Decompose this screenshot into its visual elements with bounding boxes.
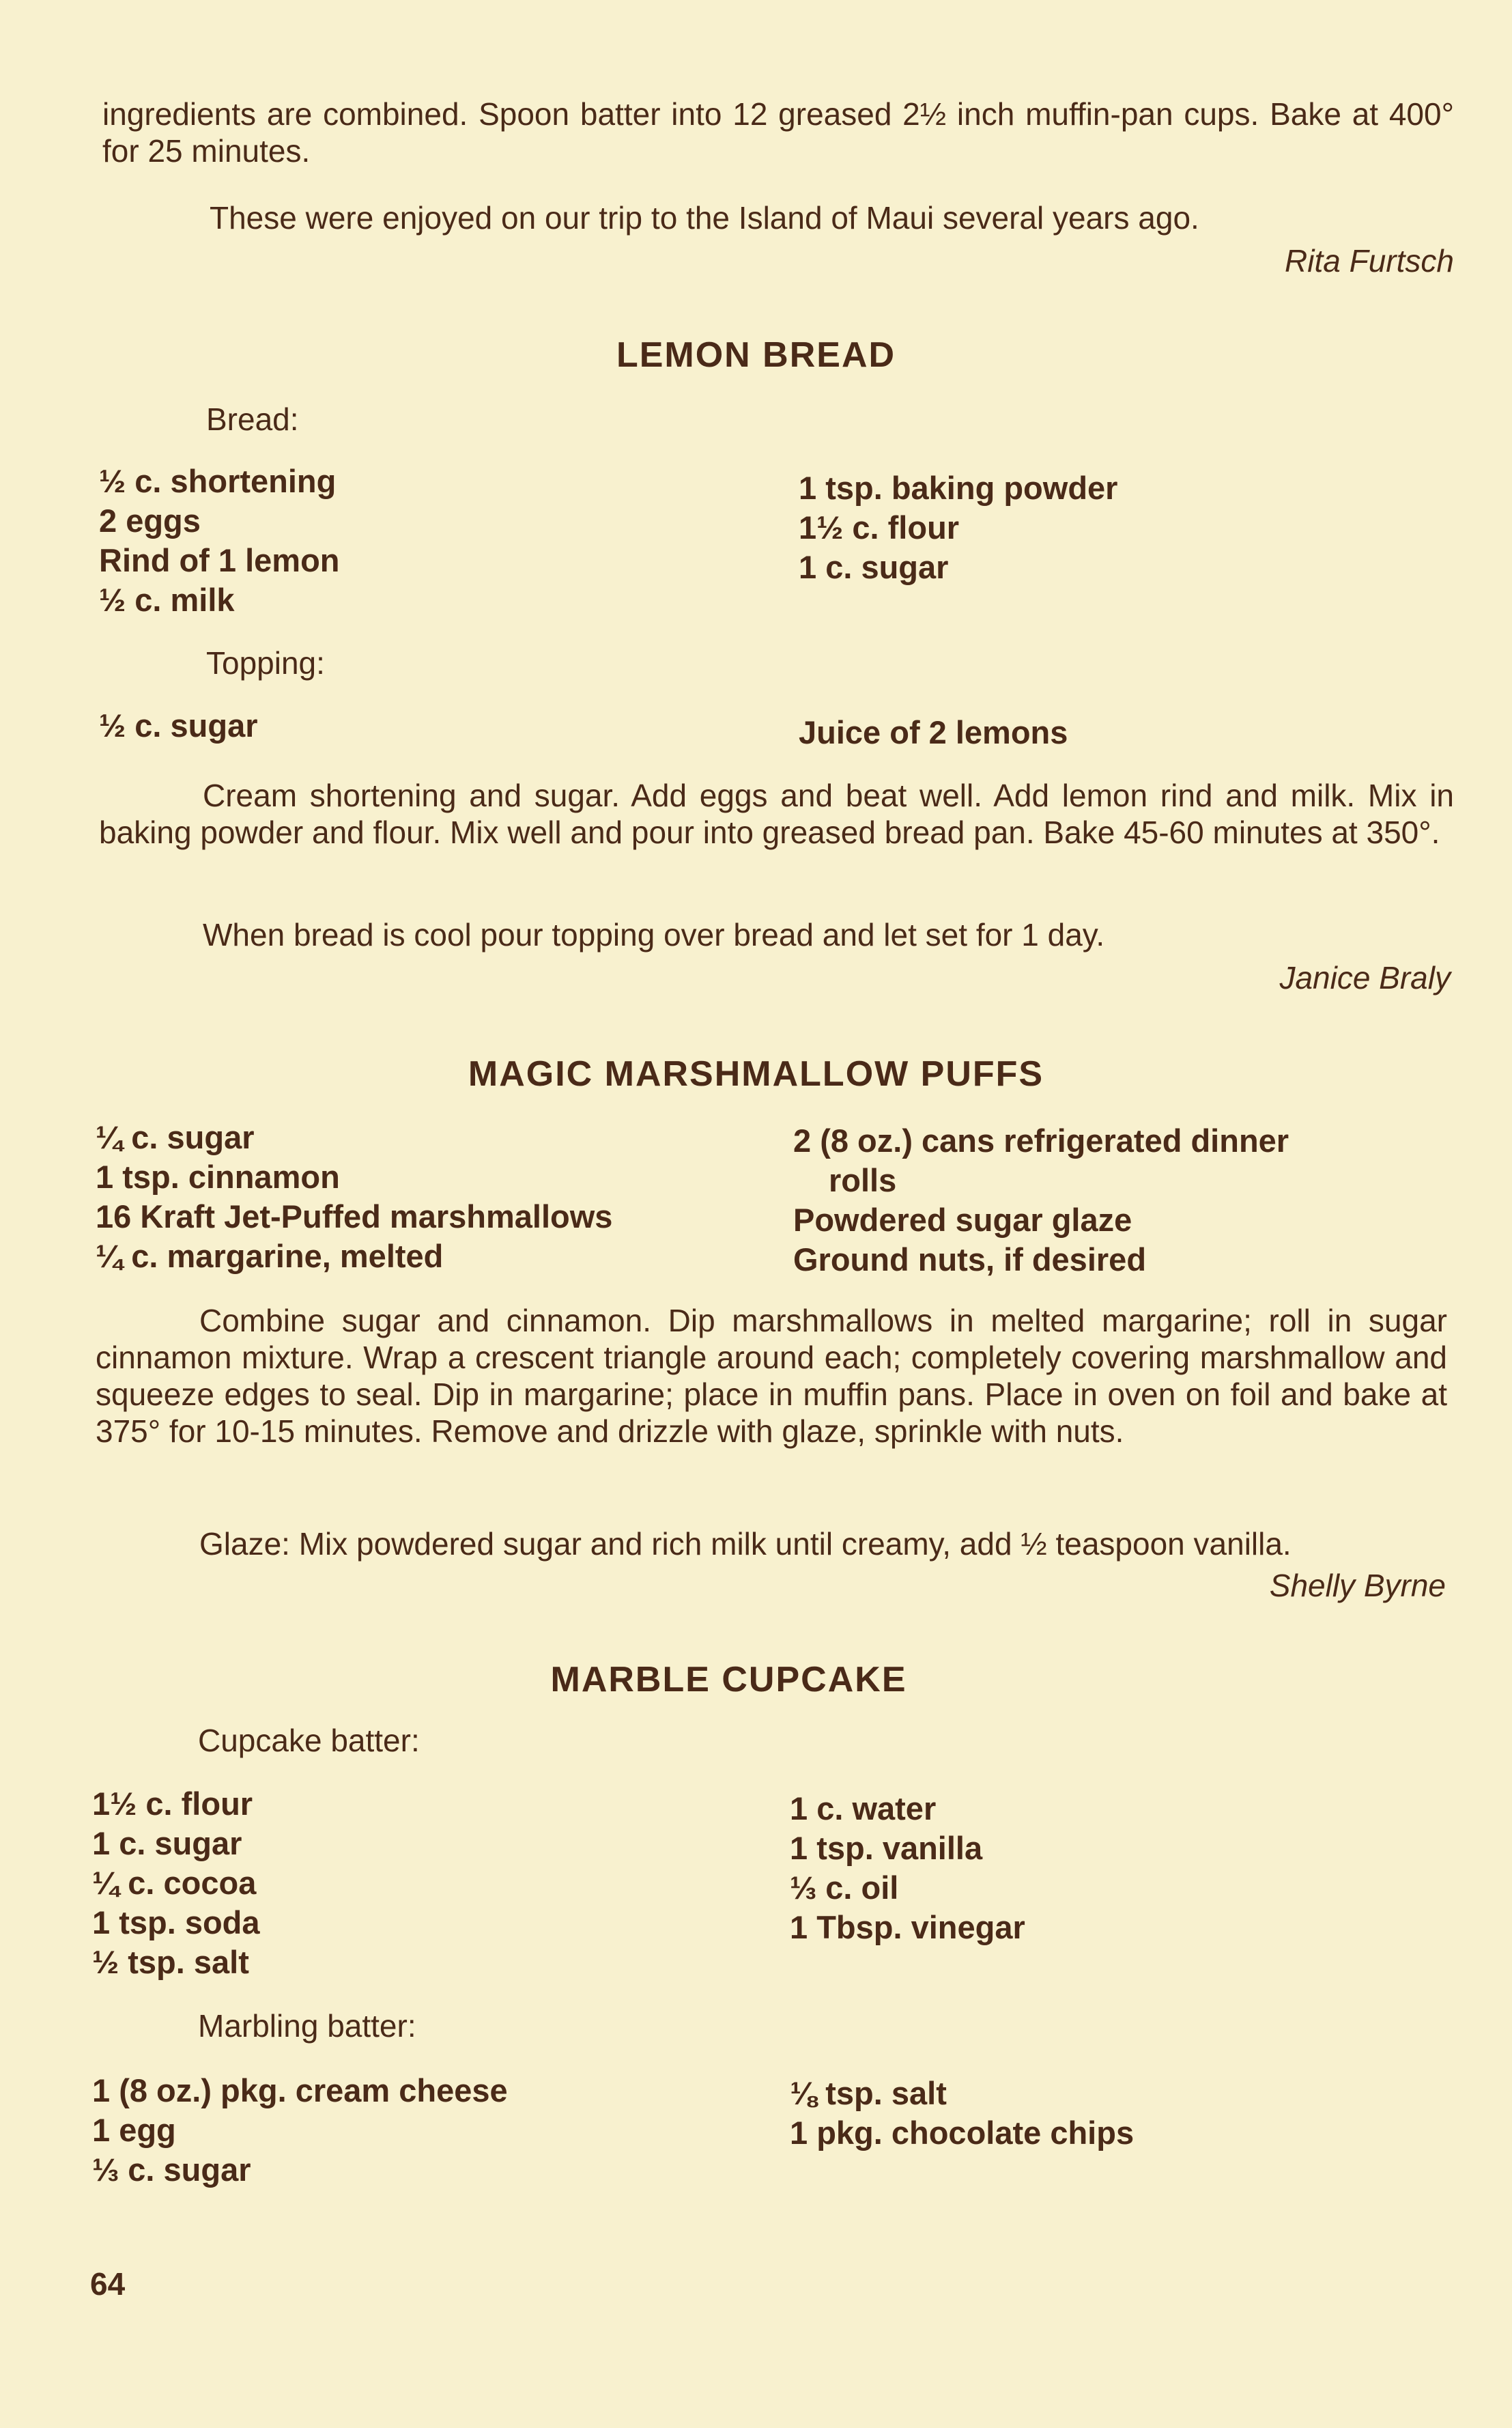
ingredient-list-right <box>790 2074 1134 2153</box>
ingredient: 1 Tbsp. vinegar <box>790 1909 1025 1945</box>
ingredient-continuation: rolls <box>829 1162 897 1198</box>
ingredient: ¼ c. margarine, melted <box>96 1238 444 1274</box>
ingredient: 1 egg <box>92 2112 176 2148</box>
ingredient: Ground nuts, if desired <box>793 1241 1147 1277</box>
ingredient: 1 tsp. vanilla <box>790 1830 983 1866</box>
ingredient: 1 c. sugar <box>799 549 949 585</box>
ingredient-list-left <box>92 2071 508 2190</box>
ingredient: ⅓ c. oil <box>790 1869 899 1906</box>
instructions: Cream shortening and sugar. Add eggs and beat well. Add lemon rind and milk. Mix in baking powder and flour. Mix well and pour into greased bread pan. Bake 45-60 minutes at 350°. <box>99 778 1454 850</box>
ingredient: 1 c. water <box>790 1790 937 1826</box>
recipe-note: When bread is cool pour topping over bread and let set for 1 day. <box>203 917 1105 952</box>
ingredient: ⅓ c. sugar <box>92 2151 251 2188</box>
recipe-title: MAGIC MARSHMALLOW PUFFS <box>468 1054 1044 1094</box>
ingredient: 1 c. sugar <box>92 1825 242 1861</box>
glaze-note: Glaze: Mix powdered sugar and rich milk until creamy, add ½ teaspoon vanilla. <box>199 1526 1292 1562</box>
ingredient-list-left <box>96 1118 612 1276</box>
ingredient: 1 tsp. soda <box>92 1904 260 1940</box>
recipe-title: LEMON BREAD <box>616 335 896 375</box>
ingredient: ½ c. milk <box>99 582 235 618</box>
section-label: Cupcake batter: <box>198 1723 420 1758</box>
ingredient-list-right <box>790 1789 1025 1947</box>
ingredient: 2 (8 oz.) cans refrigerated dinner <box>793 1123 1289 1159</box>
ingredient-list-left <box>99 462 340 620</box>
ingredient: 1½ c. flour <box>799 509 960 546</box>
ingredient: ½ tsp. salt <box>92 1944 249 1980</box>
ingredient: Juice of 2 lemons <box>799 714 1068 750</box>
intro-note: These were enjoyed on our trip to the Island of Maui several years ago. <box>210 200 1199 236</box>
ingredient: 16 Kraft Jet-Puffed marshmallows <box>96 1198 613 1234</box>
page-number: 64 <box>90 2266 126 2302</box>
signature: Janice Braly <box>1279 960 1451 996</box>
recipe-title: MARBLE CUPCAKE <box>550 1660 907 1699</box>
ingredient: 1 pkg. chocolate chips <box>790 2115 1135 2151</box>
ingredient: Powdered sugar glaze <box>793 1202 1132 1238</box>
ingredient: 1½ c. flour <box>92 1785 253 1822</box>
section-label: Bread: <box>206 401 299 437</box>
section-label: Marbling batter: <box>198 2008 416 2044</box>
intro-text: ingredients are combined. Spoon batter into 12 greased 2½ inch muffin-pan cups. Bake at 400° for 25 minutes. <box>102 96 1454 169</box>
ingredient: ⅛ tsp. salt <box>790 2075 947 2111</box>
instructions: Combine sugar and cinnamon. Dip marshmallows in melted margarine; roll in sugar cinnamon mixture. Wrap a crescent triangle around each; completely covering marshmallow and squeeze edges to seal. Dip in margarine; place in muffin pans. Place in oven on foil and bake at 375° for 10-15 minutes. Remove and drizzle with glaze, sprinkle with nuts. <box>96 1303 1447 1449</box>
ingredient: ¼ c. sugar <box>96 1119 255 1155</box>
ingredient: 2 eggs <box>99 503 201 539</box>
section-label: Topping: <box>206 645 325 681</box>
signature: Shelly Byrne <box>1269 1568 1446 1603</box>
ingredient-list-right <box>793 1121 1289 1280</box>
ingredient: ¼ c. cocoa <box>92 1865 257 1901</box>
ingredient: ½ c. shortening <box>99 463 337 499</box>
signature: Rita Furtsch <box>1285 243 1454 279</box>
ingredient: ½ c. sugar <box>99 707 258 744</box>
ingredient-list-right <box>799 468 1117 587</box>
ingredient: 1 tsp. cinnamon <box>96 1159 340 1195</box>
ingredient: 1 tsp. baking powder <box>799 470 1118 506</box>
ingredient-list-left <box>92 1784 260 1982</box>
ingredient: 1 (8 oz.) pkg. cream cheese <box>92 2072 508 2108</box>
ingredient: Rind of 1 lemon <box>99 542 340 578</box>
